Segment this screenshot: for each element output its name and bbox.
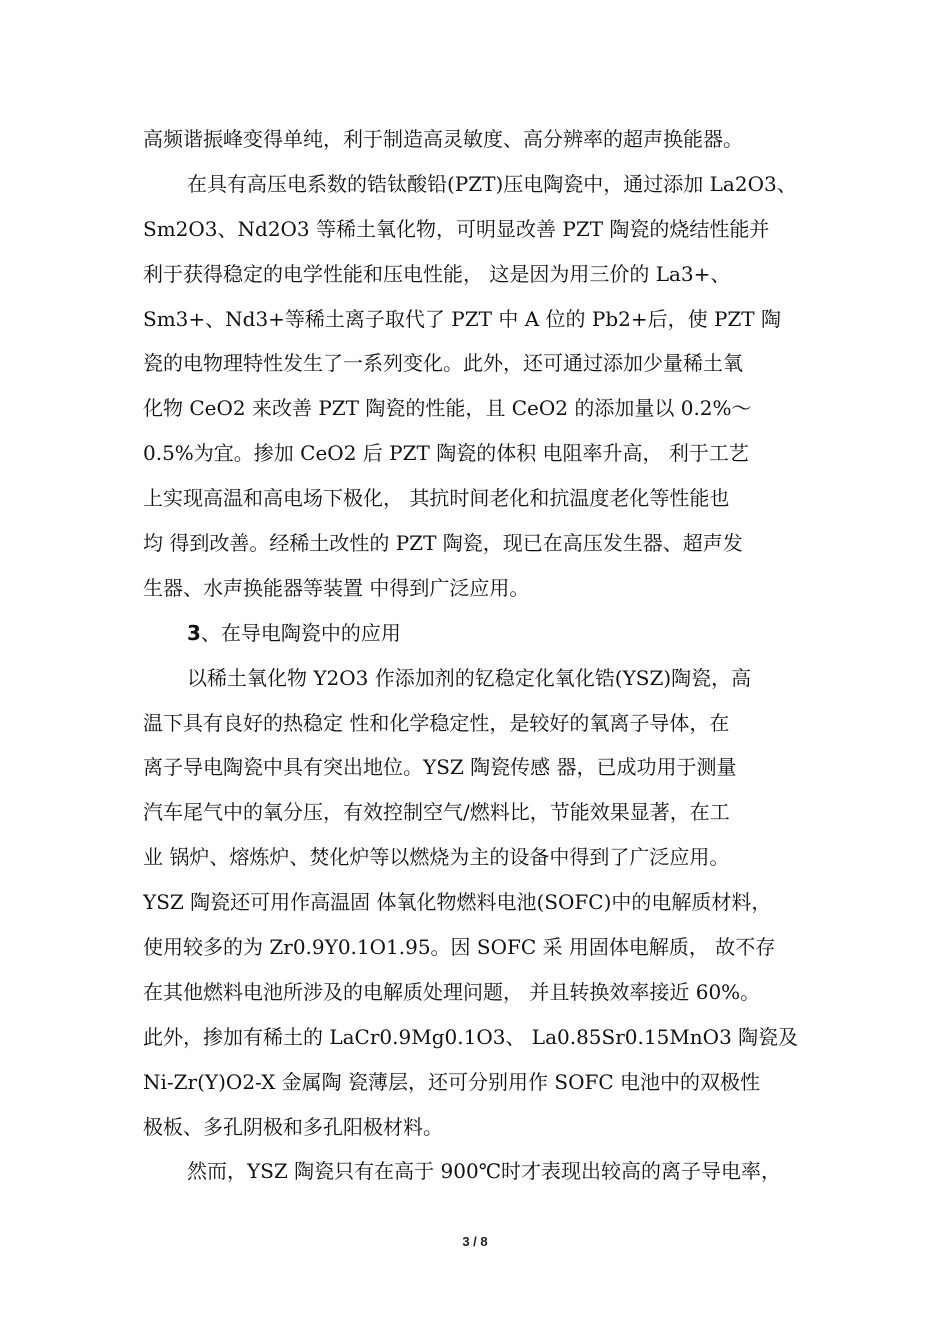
page-number: 3 / 8: [462, 1234, 488, 1249]
text-line: 均 得到改善。经稀土改性的 PZT 陶瓷，现已在高压发生器、超声发: [143, 531, 743, 556]
text-line: 极板、多孔阴极和多孔阳极材料。: [143, 1114, 443, 1139]
text-line: 此外，掺加有稀土的 LaCr0.9Mg0.1O3、 La0.85Sr0.15MnO3 陶瓷及: [143, 1024, 799, 1049]
section-title: 、在导电陶瓷中的应用: [200, 620, 401, 645]
text-line: 离子导电陶瓷中具有突出地位。YSZ 陶瓷传感 器，已成功用于测量: [143, 755, 737, 780]
text-line: 在其他燃料电池所涉及的电解质处理问题， 并且转换效率接近 60%。: [143, 979, 761, 1004]
text-line: Sm2O3、Nd2O3 等稀土氧化物，可明显改善 PZT 陶瓷的烧结性能并: [143, 216, 770, 241]
text-line: 上实现高温和高电场下极化， 其抗时间老化和抗温度老化等性能也: [143, 486, 730, 511]
section-number: 3: [187, 620, 201, 645]
text-line: Ni-Zr(Y)O2-X 金属陶 瓷薄层，还可分别用作 SOFC 电池中的双极性: [143, 1069, 761, 1094]
text-line: 温下具有良好的热稳定 性和化学稳定性，是较好的氧离子导体，在: [143, 710, 730, 735]
text-line: 利于获得稳定的电学性能和压电性能， 这是因为用三价的 La3+、: [143, 261, 731, 286]
text-line: YSZ 陶瓷还可用作高温固 体氧化物燃料电池(SOFC)中的电解质材料，: [143, 890, 772, 915]
text-line: 以稀土氧化物 Y2O3 作添加剂的钇稳定化氧化锆(YSZ)陶瓷，高: [187, 665, 752, 690]
text-line: 在具有高压电系数的锆钛酸铅(PZT)压电陶瓷中，通过添加 La2O3、: [187, 171, 797, 196]
text-line: 业 锅炉、熔炼炉、焚化炉等以燃烧为主的设备中得到了广泛应用。: [143, 845, 730, 870]
text-line: 然而，YSZ 陶瓷只有在高于 900℃时才表现出较高的离子导电率，: [187, 1159, 782, 1184]
text-line: 使用较多的为 Zr0.9Y0.1O1.95。因 SOFC 采 用固体电解质， 故不存: [143, 935, 776, 960]
text-line: 0.5%为宜。掺加 CeO2 后 PZT 陶瓷的体积 电阻率升高， 利于工艺: [143, 441, 749, 466]
text-line: 瓷的电物理特性发生了一系列变化。此外，还可通过添加少量稀土氧: [143, 351, 743, 376]
text-line: 化物 CeO2 来改善 PZT 陶瓷的性能，且 CeO2 的添加量以 0.2%～: [143, 396, 752, 421]
text-line: 生器、水声换能器等装置 中得到广泛应用。: [143, 575, 530, 600]
document-body: [143, 117, 811, 1194]
section-heading: [143, 611, 811, 656]
text-line: 高频谐振峰变得单纯，利于制造高灵敏度、高分辨率的超声换能器。: [143, 127, 743, 151]
text-line: Sm3+、Nd3+等稀土离子取代了 PZT 中 A 位的 Pb2+后，使 PZT 陶: [143, 306, 782, 331]
text-line: 汽车尾气中的氧分压，有效控制空气/燃料比，节能效果显著，在工: [143, 800, 730, 825]
